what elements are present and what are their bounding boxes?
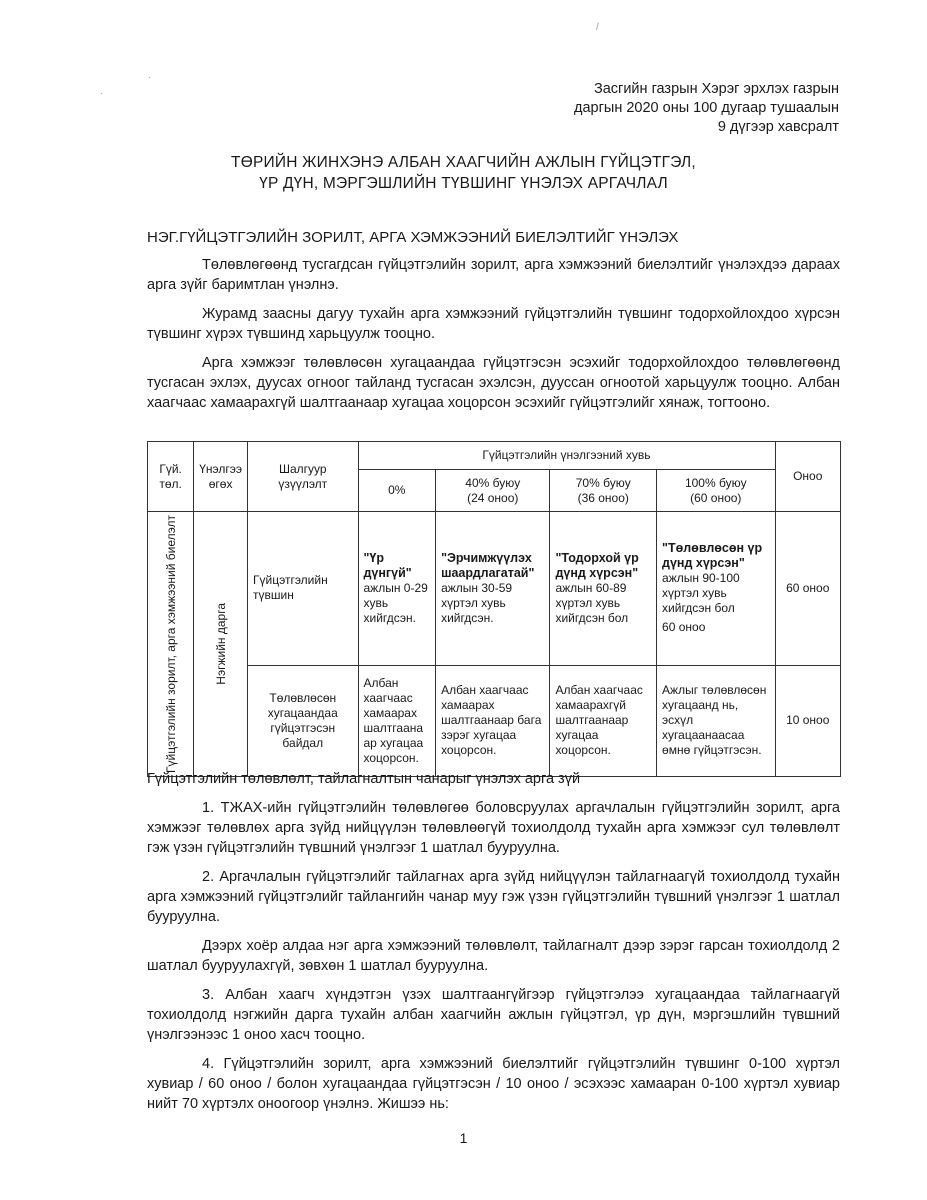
scan-speck: / [596, 22, 599, 33]
cell-70: Албан хаагчаас хамаарахгүй шалтгаанаар хугацаа хоцорсон. [550, 665, 657, 776]
table-row [148, 665, 841, 776]
page-number: 1 [459, 1130, 468, 1146]
title-line-2: ҮР ДҮН, МЭРГЭШЛИЙН ТҮВШИНГ ҮНЭЛЭХ АРГАЧЛАЛ [259, 175, 668, 192]
method-section [147, 769, 840, 1123]
attachment-line-1: Засгийн газрын Хэрэг эрхлэх газрын [593, 81, 839, 97]
paragraph: Төлөвлөгөөнд тусгагдсан гүйцэтгэлийн зорилт, арга хэмжээний биелэлтийг үнэлэхдээ дараах арга зүйг баримтлан үнэлнэ. [147, 257, 840, 293]
paragraph: Дээрх хоёр алдаа нэг арга хэмжээний төлөвлөлт, тайлагналт дээр зэрэг гарсан тохиолдолд 2 шатлал бууруулахгүй, зөвхөн 1 шатлал бууруулна. [147, 938, 840, 974]
paragraph: 1. ТЖАХ-ийн гүйцэтгэлийн төлөвлөгөө боловсруулах аргачлалын гүйцэтгэлийн зорилт, арга хэмжээг төлөвлөх арга зүйд нийцүүлэн төлөвлөөгүй тохиолдолд тухайн арга хэмжээг сул төлөвлөлт гэж үзэн гүйцэтгэлийн түвшний үнэлгээг 1 шатлал бууруулна. [147, 800, 840, 856]
cell-40: Албан хаагчаас хамаарах шалтгаанаар бага зэрэг хугацаа хоцорсон. [436, 665, 550, 776]
merged-evaluator-cell: Нэгжийн дарга [194, 512, 248, 777]
header-col-score: Оноо [775, 442, 841, 512]
score-cell: 10 оноо [775, 665, 841, 776]
cell-0: "Үр дүнгүй" ажлын 0-29 хувь хийгдсэн. [358, 512, 436, 666]
cell-40: "Эрчимжүүлэх шаардлагатай" ажлын 30-59 хүртэл хувь хийгдсэн. [436, 512, 550, 666]
header-col-performance: Гүй. төл. [148, 442, 194, 512]
paragraph: 2. Аргачлалын гүйцэтгэлийг тайлагнах арга зүйд нийцүүлэн тайлагнаагүй тохиолдолд тухайн арга хэмжээний гүйцэтгэлийг тайлангийн чанар муу гэж үзэн гүйцэтгэлийн түвшний үнэлгээг 1 шатлал бууруулна. [147, 869, 840, 925]
table-row [148, 512, 841, 666]
attachment-line-3: 9 дүгээр хавсралт [717, 119, 839, 135]
paragraph: 3. Албан хаагч хүндэтгэн үзэх шалтгаангүйгээр гүйцэтгэлээ хугацаандаа тайлагнаагүй тохиолдолд нэгжийн дарга тухайн албан хаагчийн ажлын гүйцэтгэл, үр дүн, мэргэшлийн түвшний үнэлгээнээс 1 оноо хасч тооцно. [147, 987, 840, 1043]
header-level-70: 70% буюу (36 оноо) [550, 470, 657, 512]
header-level-0: 0% [358, 470, 436, 512]
paragraph: Журамд заасны дагуу тухайн арга хэмжээний гүйцэтгэлийн түвшинг тодорхойлохдоо хүрсэн түвшинг хүрэх түвшинд харьцуулж тооцно. [147, 306, 840, 342]
attachment-note [574, 80, 839, 137]
header-group-percentage: Гүйцэтгэлийн үнэлгээний хувь [358, 442, 775, 470]
attachment-line-2: даргын 2020 оны 100 дугаар тушаалын [574, 100, 839, 116]
header-col-criterion: Шалгуур үзүүлэлт [248, 442, 358, 512]
criterion-performance-level: Гүйцэтгэлийн түвшин [248, 512, 358, 666]
paragraph: Арга хэмжээг төлөвлөсөн хугацаандаа гүйцэтгэсэн эсэхийг тодорхойлохдоо төлөвлөгөөнд тусгасан эхлэх, дуусах огноог тайланд тусгасан эхэлсэн, дууссан огноотой харьцуулж тооцно. Албан хаагчаас хамаарахгүй шалтгаанаар хугацаа хоцорсон эсэхийг гүйцэтгэлийг хянаж, тогтооно. [147, 355, 840, 411]
section-heading: НЭГ.ГҮЙЦЭТГЭЛИЙН ЗОРИЛТ, АРГА ХЭМЖЭЭНИЙ БИЕЛЭЛТИЙГ ҮНЭЛЭХ [147, 229, 679, 246]
cell-70: "Тодорхой үр дүнд хүрсэн" ажлын 60-89 хүртэл хувь хийгдсэн бол [550, 512, 657, 666]
document-title [0, 152, 927, 194]
title-line-1: ТӨРИЙН ЖИНХЭНЭ АЛБАН ХААГЧИЙН АЖЛЫН ГҮЙЦЭТГЭЛ, [231, 154, 696, 171]
cell-100: Ажлыг төлөвлөсөн хугацаанд нь, эсхүл хугацаанаасаа өмнө гүйцэтгэсэн. [657, 665, 775, 776]
header-col-evaluator: Үнэлгээ өгөх [194, 442, 248, 512]
method-subheading: Гүйцэтгэлийн төлөвлөлт, тайлагналтын чанарыг үнэлэх арга зүй [147, 771, 581, 787]
cell-100: "Төлөвлөсөн үр дүнд хүрсэн" ажлын 90-100 хүртэл хувь хийгдсэн бол 60 оноо [657, 512, 775, 666]
merged-performance-cell: Гүйцэтгэлийн зорилт, арга хэмжээний биелэлт [148, 512, 194, 777]
cell-0: Албан хаагчаас хамаарах шалтгаана ар хугацаа хоцорсон. [358, 665, 436, 776]
intro-paragraphs [147, 255, 840, 422]
evaluation-table [147, 441, 841, 777]
criterion-timeliness: Төлөвлөсөн хугацаандаа гүйцэтгэсэн байдал [248, 665, 358, 776]
paragraph: 4. Гүйцэтгэлийн зорилт, арга хэмжээний биелэлтийг гүйцэтгэлийн түвшинг 0-100 хүртэл хувиар / 60 оноо / болон хугацаандаа гүйцэтгэсэн / 10 оноо / эсэхээс хамааран 0-100 хүртэл хувиар нийт 70 хүртэлх оноогоор үнэлнэ. Жишээ нь: [147, 1056, 840, 1112]
scan-speck: · [148, 72, 152, 83]
score-cell: 60 оноо [775, 512, 841, 666]
header-level-40: 40% буюу (24 оноо) [436, 470, 550, 512]
scan-speck: · [100, 88, 104, 99]
header-level-100: 100% буюу (60 оноо) [657, 470, 775, 512]
